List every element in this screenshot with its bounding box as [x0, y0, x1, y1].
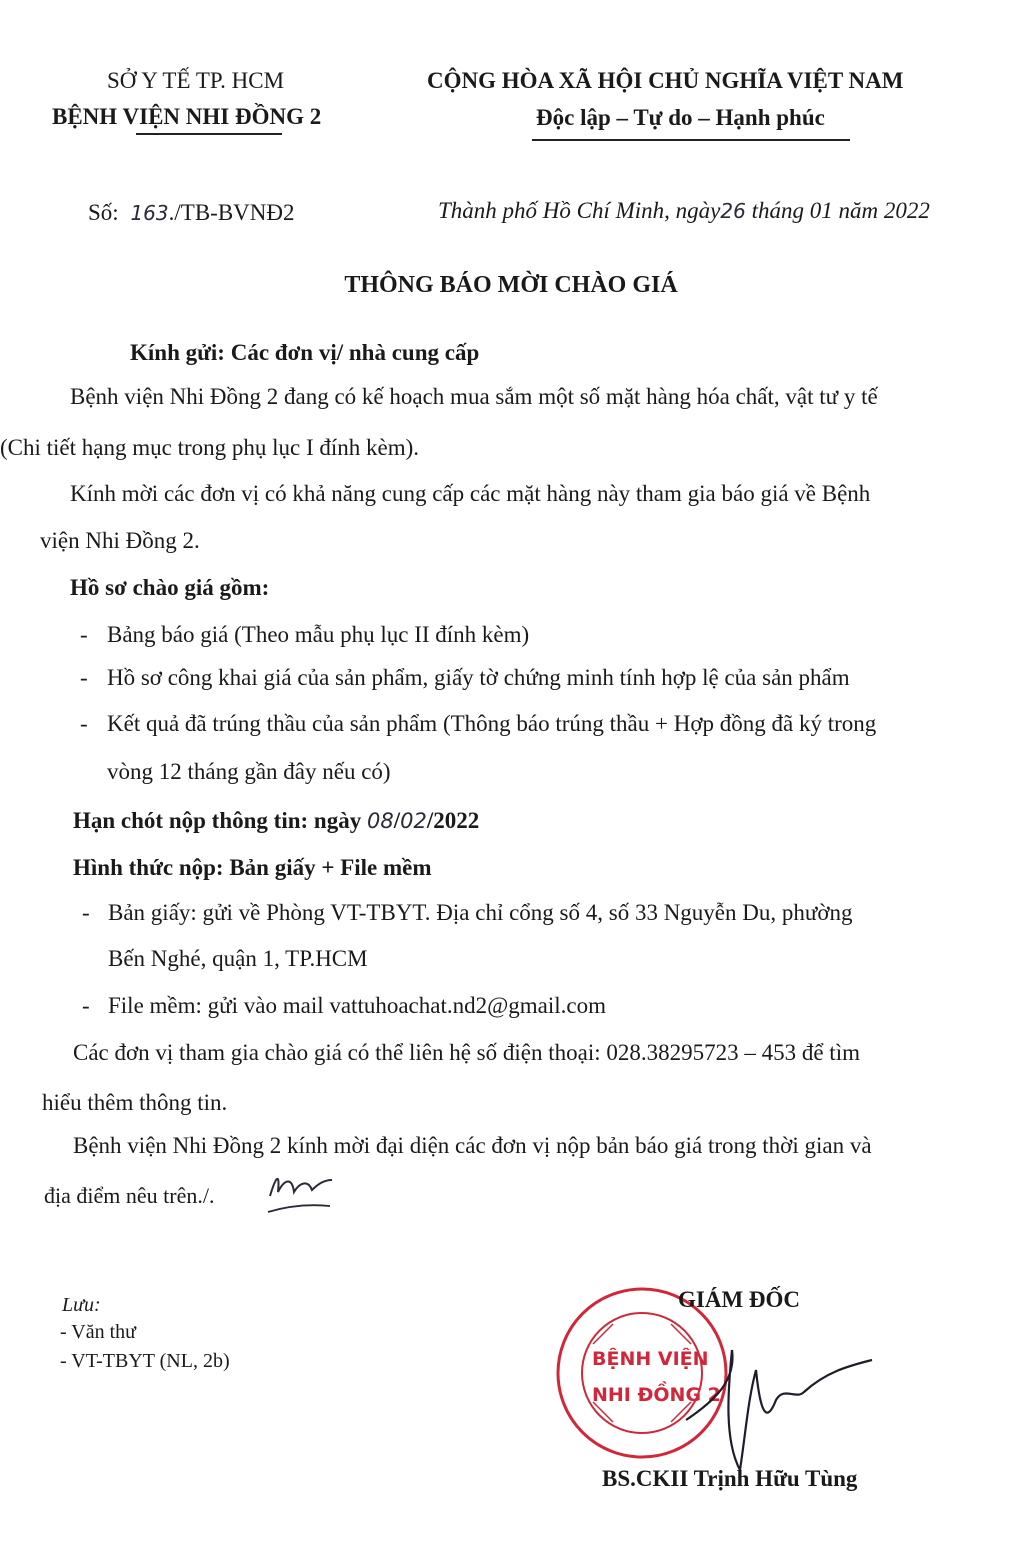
- storage-label: Lưu:: [62, 1294, 101, 1316]
- dossier-bullet-3: -: [80, 711, 88, 736]
- closing-line-1: Bệnh viện Nhi Đồng 2 kính mời đại diện các đơn vị nộp bản báo giá trong thời gian và: [73, 1133, 872, 1158]
- deadline-year: /2022: [426, 808, 480, 833]
- submission-item-2: File mềm: gửi vào mail vattuhoachat.nd2@gmail.com: [108, 993, 607, 1018]
- dossier-heading: Hồ sơ chào giá gồm:: [70, 575, 270, 600]
- dossier-item-1: Bảng báo giá (Theo mẫu phụ lục II đính kèm): [107, 622, 530, 647]
- hospital-name: BỆNH VIỆN NHI ĐỒNG 2: [52, 104, 322, 129]
- storage-item-1: - Văn thư: [60, 1321, 137, 1343]
- stamp-text-line-2: NHI ĐỒNG 2: [592, 1384, 721, 1406]
- deadline-prefix: Hạn chót nộp thông tin: ngày: [73, 808, 362, 833]
- initials-mark: [262, 1162, 342, 1222]
- paragraph-1-line-1: Bệnh viện Nhi Đồng 2 đang có kế hoạch mua sắm một số mặt hàng hóa chất, vật tư y tế: [70, 384, 878, 409]
- signer-role: GIÁM ĐỐC: [678, 1287, 801, 1312]
- submission-bullet-2: -: [82, 993, 90, 1018]
- document-number: [88, 200, 295, 226]
- date-prefix: Thành phố Hồ Chí Minh, ngày: [438, 198, 721, 223]
- document-number-suffix: ./TB-BVNĐ2: [168, 200, 295, 225]
- deadline-month-handwritten: 02: [400, 809, 427, 833]
- storage-item-2: - VT-TBYT (NL, 2b): [60, 1350, 230, 1372]
- submission-heading: Hình thức nộp: Bản giấy + File mềm: [73, 855, 432, 880]
- dossier-bullet-2: -: [80, 665, 88, 690]
- date-line: [438, 198, 930, 224]
- submission-item-1-line-2: Bến Nghé, quận 1, TP.HCM: [108, 946, 368, 971]
- salutation: Kính gửi: Các đơn vị/ nhà cung cấp: [130, 340, 480, 365]
- agency-name: SỞ Y TẾ TP. HCM: [107, 68, 285, 93]
- stamp-text-line-1: BỆNH VIỆN: [592, 1348, 709, 1370]
- signer-name: BS.CKII Trịnh Hữu Tùng: [602, 1466, 858, 1491]
- closing-line-2: địa điểm nêu trên./.: [44, 1183, 215, 1208]
- paragraph-2-line-2: viện Nhi Đồng 2.: [40, 528, 200, 553]
- contact-line-1: Các đơn vị tham gia chào giá có thể liên hệ số điện thoại: 028.38295723 – 453 để tìm: [73, 1040, 860, 1065]
- date-day-handwritten: 26: [720, 199, 746, 223]
- page-title: THÔNG BÁO MỜI CHÀO GIÁ: [344, 272, 678, 298]
- submission-bullet-1: -: [82, 900, 90, 925]
- submission-item-1-line-1: Bản giấy: gửi về Phòng VT-TBYT. Địa chỉ cổng số 4, số 33 Nguyễn Du, phường: [108, 900, 853, 925]
- document-number-prefix: Số:: [88, 200, 119, 225]
- paragraph-2-line-1: Kính mời các đơn vị có khả năng cung cấp các mặt hàng này tham gia báo giá về Bệnh: [70, 481, 871, 506]
- hospital-underline: [136, 133, 282, 135]
- country-name: CỘNG HÒA XÃ HỘI CHỦ NGHĨA VIỆT NAM: [427, 68, 904, 93]
- director-signature: [676, 1330, 876, 1480]
- deadline-day-handwritten: 08: [366, 809, 394, 833]
- dossier-item-3-line-2: vòng 12 tháng gần đây nếu có): [107, 759, 391, 784]
- date-suffix: tháng 01 năm 2022: [751, 198, 930, 223]
- motto: Độc lập – Tự do – Hạnh phúc: [536, 105, 825, 130]
- dossier-bullet-1: -: [80, 622, 88, 647]
- paragraph-1-line-2: (Chi tiết hạng mục trong phụ lục I đính kèm).: [0, 435, 420, 460]
- contact-line-2: hiểu thêm thông tin.: [42, 1090, 228, 1115]
- deadline-sep: /: [393, 808, 401, 833]
- dossier-item-2: Hồ sơ công khai giá của sản phẩm, giấy tờ chứng minh tính hợp lệ của sản phẩm: [107, 665, 850, 690]
- motto-underline: [532, 139, 850, 141]
- dossier-item-3-line-1: Kết quả đã trúng thầu của sản phẩm (Thông báo trúng thầu + Hợp đồng đã ký trong: [107, 711, 877, 736]
- document-number-handwritten: 163: [130, 201, 169, 225]
- deadline: [73, 808, 479, 834]
